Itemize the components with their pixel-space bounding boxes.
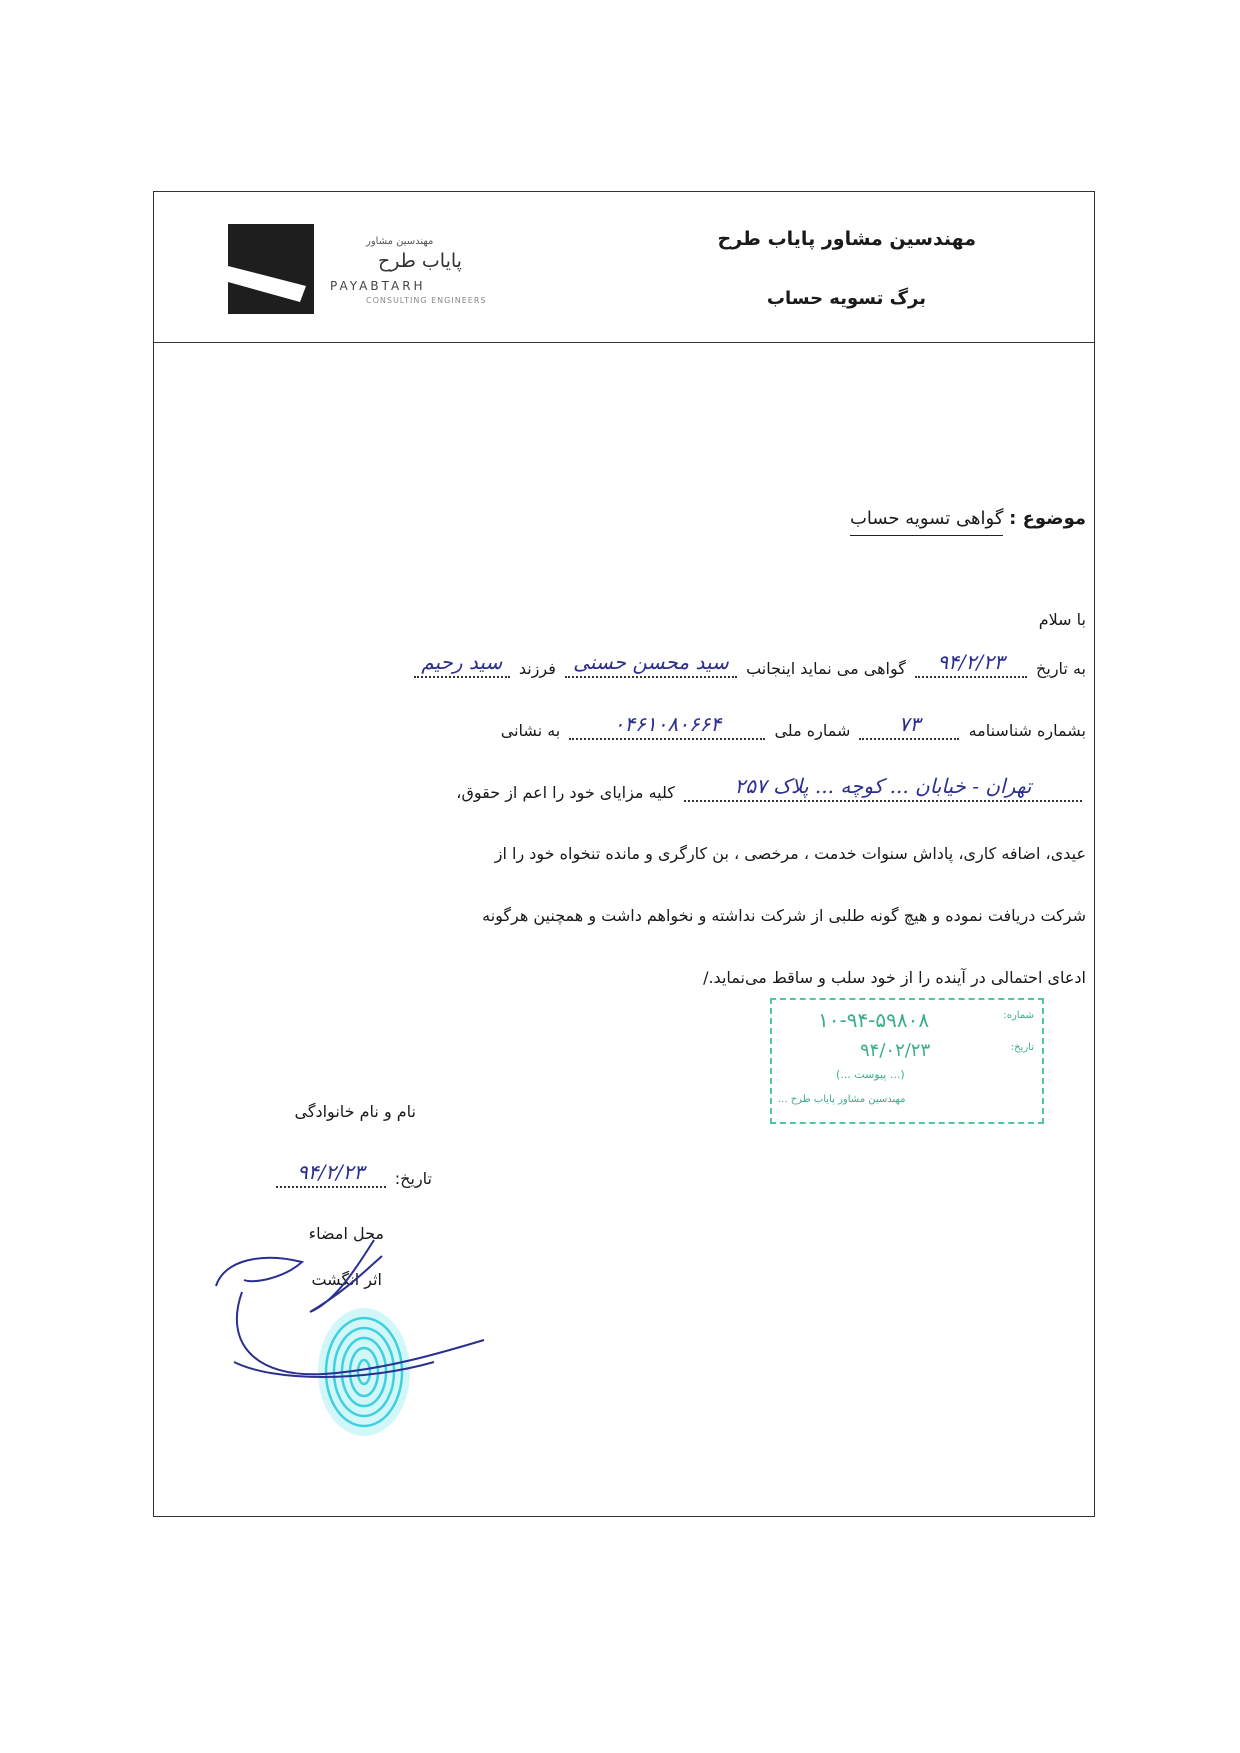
id-number-field: [859, 712, 959, 740]
line1-text-2: گواهی می نماید اینجانب: [746, 659, 906, 678]
signature-date-field: [276, 1160, 386, 1188]
form-frame: [153, 191, 1095, 1517]
body-line-6: ادعای احتمالی در آینده را از خود سلب و ساقط می‌نماید./: [703, 968, 1086, 987]
name-handwritten: سید محسن حسنی: [573, 650, 729, 674]
line2-text-1: بشماره شناسنامه: [968, 721, 1086, 740]
signature-date-handwritten: ۹۴/۲/۲۳: [297, 1160, 365, 1184]
line1-text-3: فرزند: [518, 659, 556, 678]
stamp-footer: مهندسین مشاور پایاب طرح ...: [778, 1094, 906, 1105]
line2-text-3: به نشانی: [500, 721, 561, 740]
signature-place-label: محل امضاء: [308, 1224, 384, 1243]
date-field: [915, 650, 1027, 678]
body-line-3: [456, 774, 1086, 802]
company-name: مهندسین مشاور پایاب طرح: [717, 228, 976, 250]
address-handwritten: تهران - خیابان ... کوچه ... پلاک ۲۵۷: [734, 774, 1032, 798]
form-title: برگ تسویه حساب: [766, 288, 926, 309]
greeting: با سلام: [1038, 610, 1086, 629]
logo-text-en-sub: CONSULTING ENGINEERS: [366, 296, 487, 305]
body-line-4: عیدی، اضافه کاری، پاداش سنوات خدمت ، مرخصی ، بن کارگری و مانده تنخواه خود را از: [494, 844, 1086, 863]
logo-text-fa-small: مهندسین مشاور: [366, 236, 434, 247]
stamp-date: ۹۴/۰۲/۲۳: [860, 1040, 931, 1061]
header-divider: [154, 342, 1094, 343]
signature-and-fingerprint: [214, 1232, 534, 1452]
national-id-field: [569, 712, 765, 740]
line1-text-1: به تاریخ: [1036, 659, 1086, 678]
registration-stamp: [770, 998, 1044, 1124]
line2-text-2: شماره ملی: [774, 721, 851, 740]
signature-date-line: [272, 1160, 432, 1188]
body-line-5: شرکت دریافت نموده و هیچ گونه طلبی از شرکت نداشته و نخواهم داشت و همچنین هرگونه: [482, 906, 1086, 925]
father-name-field: [414, 650, 510, 678]
stamp-date-caption: تاریخ:: [1010, 1042, 1034, 1053]
date-handwritten: ۹۴/۲/۲۳: [937, 650, 1005, 674]
address-field: [684, 774, 1082, 802]
name-label: نام و نام خانوادگی: [294, 1102, 416, 1121]
subject-value: گواهی تسویه حساب: [850, 508, 1003, 536]
body-line-2: [500, 712, 1086, 740]
id-number-handwritten: ۷۳: [898, 712, 921, 736]
stamp-note: (... پیوست ...): [836, 1068, 905, 1081]
name-field: [565, 650, 737, 678]
national-id-handwritten: ۰۴۶۱۰۸۰۶۶۴: [613, 712, 722, 736]
stamp-number: ۱۰-۹۴-۵۹۸۰۸: [818, 1008, 930, 1032]
fingerprint-icon: [318, 1308, 410, 1436]
subject-line: [850, 508, 1086, 529]
father-name-handwritten: سید رحیم: [421, 650, 503, 674]
logo-text-en: PAYABTARH: [330, 279, 426, 293]
fingerprint-label: اثر انگشت: [311, 1270, 382, 1289]
subject-label: موضوع :: [1009, 508, 1086, 529]
body-line-1: [410, 650, 1086, 678]
stamp-number-caption: شماره:: [1003, 1010, 1034, 1021]
signature-date-label: تاریخ:: [394, 1169, 432, 1188]
line3-text: کلیه مزایای خود را اعم از حقوق،: [456, 783, 675, 802]
logo-text-fa: پایاب طرح: [378, 250, 462, 272]
company-logo: [228, 224, 508, 314]
logo-mark-icon: [228, 224, 314, 314]
